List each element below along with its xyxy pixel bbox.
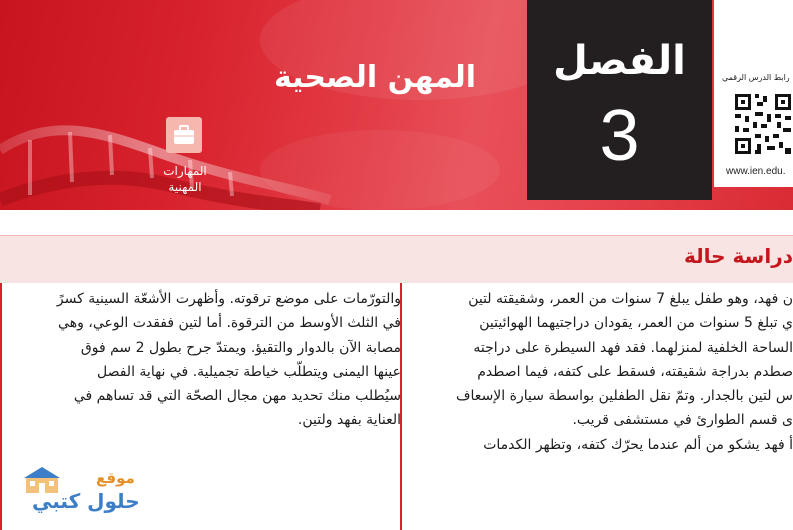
briefcase-icon[interactable] [166, 117, 202, 153]
skills-label-line2: المهنية [168, 180, 202, 194]
qr-caption: رابط الدرس الرقمي [722, 73, 790, 82]
text-line: أ فهد يشكو من ألم عندما يحرّك كتفه، وتظهر الكدمات [483, 436, 793, 453]
skills-label-line1: المهارات [163, 164, 207, 178]
text-line: س لتين بالجدار. وتمّ نقل الطفلين بواسطة سيارة الإسعاف [456, 388, 793, 405]
text-line: سيُطلب منك تحديد مهن مجال الصحّة التي قد تساهم في [73, 388, 401, 405]
text-line: ن فهد، وهو طفل يبلغ 7 سنوات من العمر، وشقيقته لتين [468, 291, 793, 307]
text-line: صطدم بدراجة شقيقته، فسقط على كتفه، فيما اصطدم [477, 363, 793, 380]
case-study-text-left [3, 287, 401, 433]
text-line: الساحة الخلفية لمنزلهما. فقد فهد السيطرة على دراجته [473, 339, 793, 356]
qr-url[interactable]: www.ien.edu. [726, 166, 786, 177]
qr-code-icon[interactable] [733, 92, 793, 156]
section-header [0, 235, 793, 283]
text-line: العناية بفهد ولتين. [297, 412, 401, 429]
watermark-bottom: حلول كتبي [32, 489, 140, 513]
chapter-title: المهن الصحية [273, 60, 477, 95]
text-line: ي تبلغ 5 سنوات من العمر، يقودان دراجتيهما الهوائيتين [479, 315, 793, 332]
watermark [18, 465, 158, 520]
section-title: دراسة حالة [684, 244, 793, 268]
chapter-word: الفصل [553, 38, 686, 84]
skills-label[interactable] [140, 163, 230, 195]
case-study-text-right [406, 287, 793, 457]
text-line: عينها اليمنى ويتطلّب خياطة تجميلية. في نهاية الفصل [96, 363, 401, 380]
chapter-number: 3 [599, 96, 640, 176]
text-line: في الثلث الأوسط من الترقوة. أما لتين ففقدت الوعي، وهي [58, 315, 401, 332]
watermark-top: موقع [96, 469, 135, 487]
text-line: والتورّمات على موضع ترقوته. وأظهرت الأشعّة السينية كسرً [56, 291, 401, 307]
text-line: ى قسم الطوارئ في مستشفى قريب. [572, 412, 793, 429]
left-border [0, 283, 2, 530]
text-line: مصابة الآن بالدوار والتقيؤ. ويمتدّ جرح بطول 2 سم فوق [80, 339, 401, 356]
